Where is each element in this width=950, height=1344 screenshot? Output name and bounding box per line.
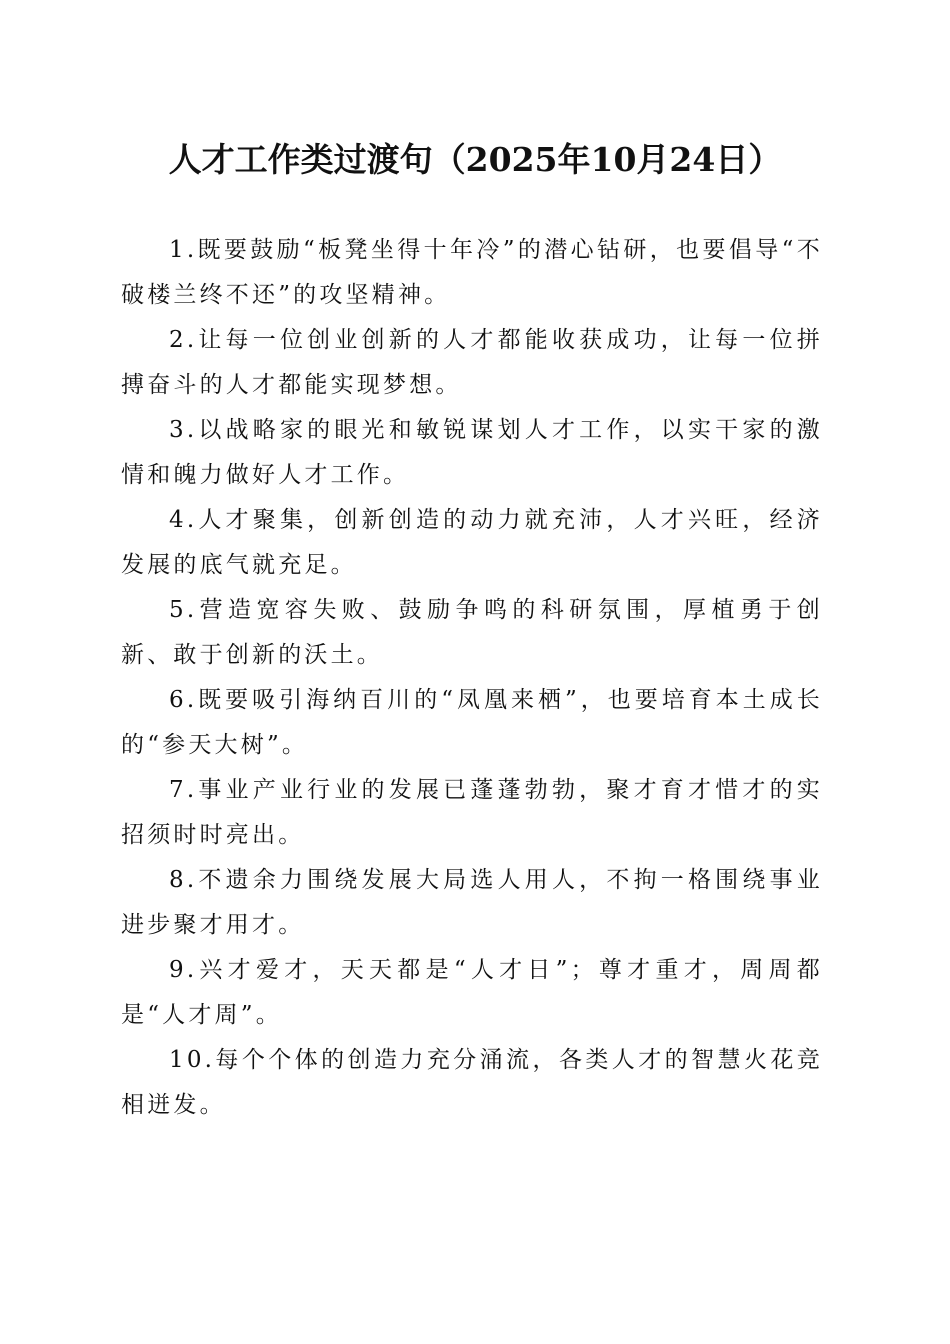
paragraph-9: 9.兴才爱才，天天都是“人才日”；尊才重才，周周都是“人才周”。 (121, 957, 823, 1028)
paragraph-4: 4.人才聚集，创新创造的动力就充沛，人才兴旺，经济发展的底气就充足。 (121, 507, 823, 578)
paragraph-1: 1.既要鼓励“板凳坐得十年冷”的潜心钻研，也要倡导“不破楼兰终不还”的攻坚精神。 (121, 237, 823, 308)
paragraph-6: 6.既要吸引海纳百川的“凤凰来栖”，也要培育本土成长的“参天大树”。 (121, 687, 823, 758)
paragraph-2: 2.让每一位创业创新的人才都能收获成功，让每一位拼搏奋斗的人才都能实现梦想。 (121, 327, 823, 398)
paragraph-10: 10.每个个体的创造力充分涌流，各类人才的智慧火花竞相迸发。 (121, 1047, 823, 1118)
paragraph-8: 8.不遗余力围绕发展大局选人用人，不拘一格围绕事业进步聚才用才。 (121, 867, 823, 938)
paragraph-7: 7.事业产业行业的发展已蓬蓬勃勃，聚才育才惜才的实招须时时亮出。 (121, 777, 823, 848)
document-body (121, 228, 823, 1128)
paragraph-5: 5.营造宽容失败、鼓励争鸣的科研氛围，厚植勇于创新、敢于创新的沃土。 (121, 597, 823, 668)
paragraph-3: 3.以战略家的眼光和敏锐谋划人才工作，以实干家的激情和魄力做好人才工作。 (121, 417, 823, 488)
document-title: 人才工作类过渡句（2025年10月24日） (168, 140, 782, 179)
